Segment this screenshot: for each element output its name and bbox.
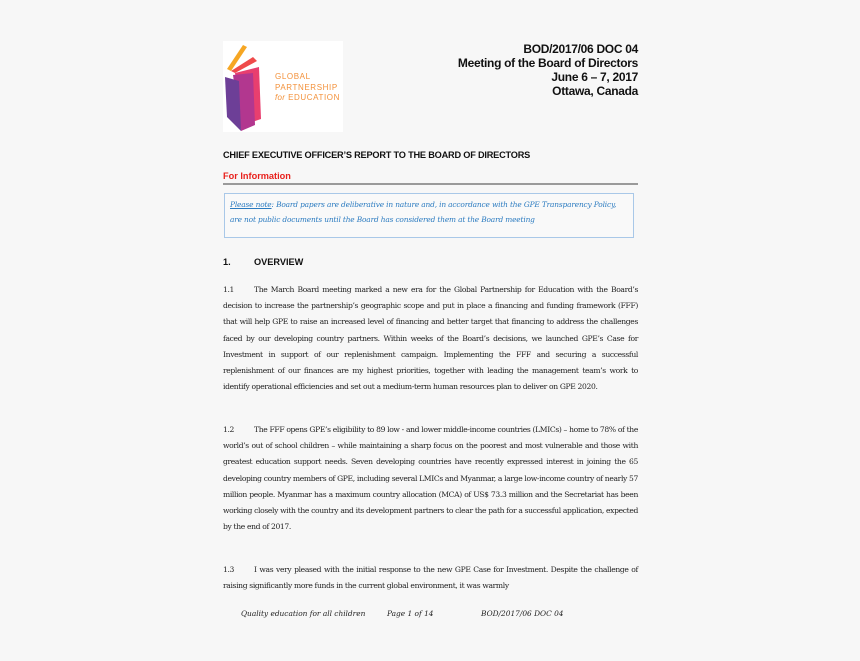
paragraph-number: 1.2: [223, 425, 235, 434]
paragraph-number: 1.1: [223, 285, 235, 294]
transparency-note: [224, 193, 634, 238]
paragraph: [223, 562, 638, 594]
meeting-dates: June 6 – 7, 2017: [551, 70, 638, 84]
paragraph-text: The FFF opens GPE’s eligibility to 89 low - and lower middle-income countries (LMICs) – home to 78% of the world’s out of school children – while maintaining a sharp focus on the poorest and most vulnerable and those with greatest education support needs. Seven developing countries have recently expressed interest in joining the 65 developing country members of GPE, including several LMICs and Myanmar, a large low-income country of nearly 57 million people. Myanmar has a maximum country allocation (MCA) of US$ 73.3 million and the Secretariat has been working closely with the country and its development partners to clear the path for a successful application, expected by the end of 2017.: [223, 425, 638, 532]
note-label: Please note: [230, 200, 272, 209]
for-information-label: For Information: [223, 171, 291, 181]
report-title: CHIEF EXECUTIVE OFFICER’S REPORT TO THE BOARD OF DIRECTORS: [223, 150, 531, 160]
doc-id: BOD/2017/06 DOC 04: [523, 42, 638, 56]
logo-purple-page: [225, 77, 241, 131]
paragraph-text: The March Board meeting marked a new era for the Global Partnership for Education with the Board’s decision to increase the partnership’s geographic scope and put in place a financing and funding framework (FFF) that will help GPE to raise an increased level of financing and better target that financing to address the challenges faced by our developing country partners. Within weeks of the Board’s decisions, we launched GPE’s Case for Investment in support of our replenishment campaign. Implementing the FFF and securing a successful replenishment of our finances are my highest priorities, together with leading the management team’s work to identify operational efficiencies and set out a medium-term human resources plan to deliver on GPE 2020.: [223, 285, 638, 392]
footer-doc-id: BOD/2017/06 DOC 04: [481, 609, 564, 618]
logo-for: for: [275, 93, 286, 102]
section-heading: [223, 257, 303, 267]
logo-line-partnership: PARTNERSHIP: [275, 82, 338, 92]
gpe-logo: [223, 41, 343, 132]
logo-line-global: GLOBAL: [275, 72, 311, 81]
logo-education: EDUCATION: [285, 93, 340, 102]
meeting-location: Ottawa, Canada: [552, 84, 638, 98]
paragraph: [223, 422, 638, 535]
logo-wordmark: [275, 72, 340, 104]
section-number: 1.: [223, 257, 231, 267]
note-text: : Board papers are deliberative in nature and, in accordance with the GPE Transparency Policy, are not public documents until the Board has considered them at the Board meeting: [230, 200, 617, 224]
footer-page-number: Page 1 of 14: [387, 609, 434, 618]
header-divider: [223, 183, 638, 185]
section-title: OVERVIEW: [254, 257, 304, 267]
footer-tagline: Quality education for all children: [241, 609, 366, 618]
meeting-name: Meeting of the Board of Directors: [457, 56, 638, 70]
book-logo-icon: [223, 41, 273, 132]
logo-line-education: [275, 93, 340, 104]
paragraph-text: I was very pleased with the initial response to the new GPE Case for Investment. Despite the challenge of raising significantly more funds in the current global environment, it was warmly: [223, 565, 638, 591]
document-header: [458, 42, 638, 98]
paragraph-number: 1.3: [223, 565, 235, 574]
paragraph: [223, 282, 638, 395]
